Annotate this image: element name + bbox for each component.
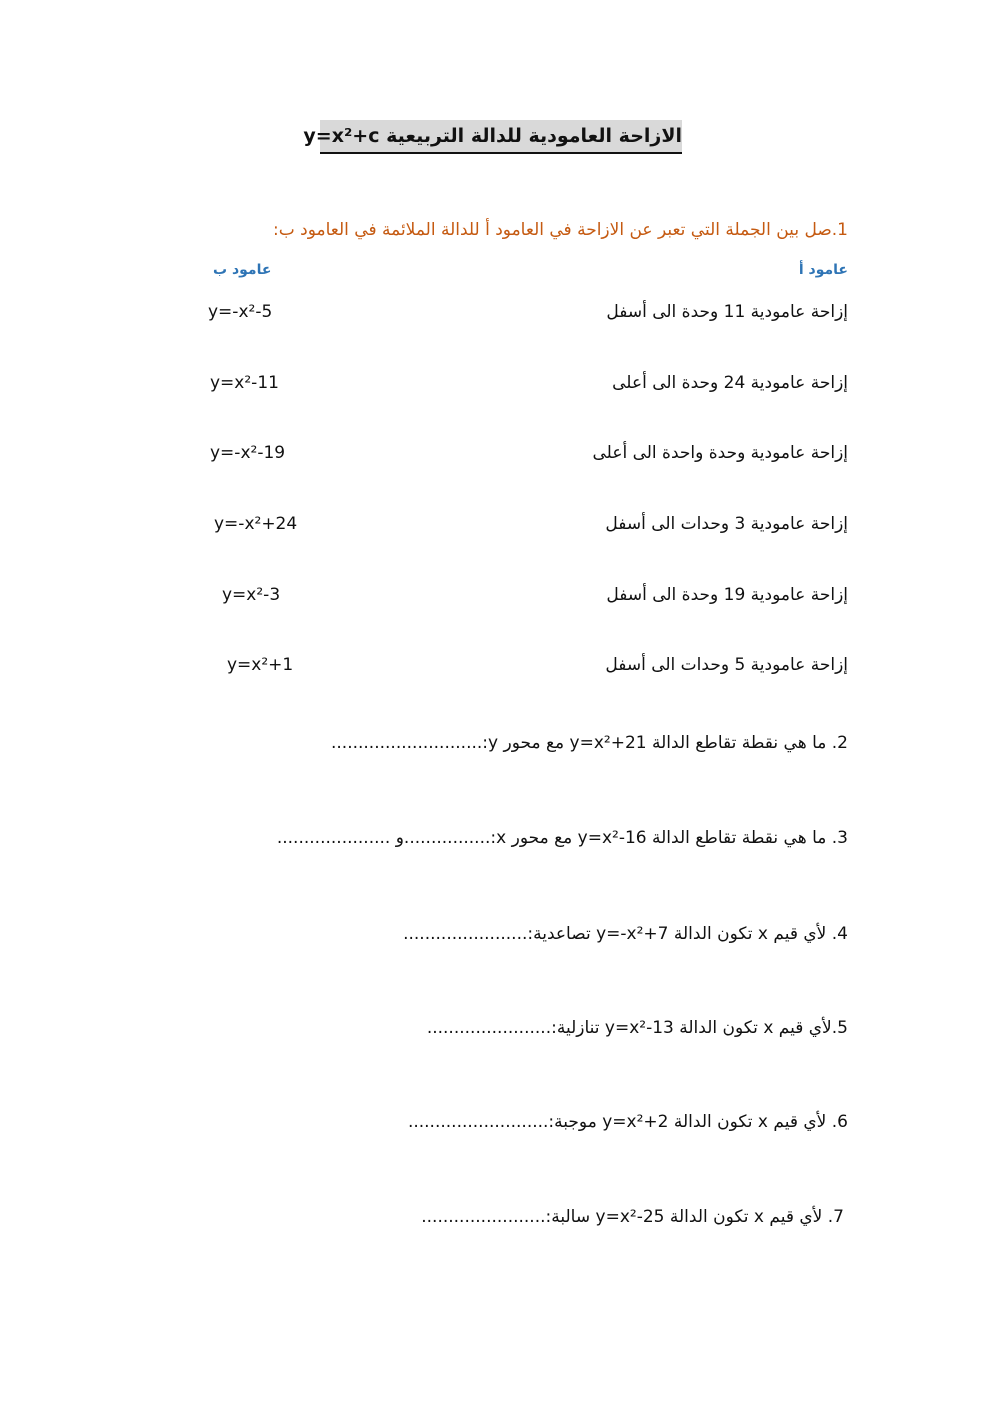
question-3: 3. ما هي نقطة تقاطع الدالة y=x²-16 مع محور x:................و .....................	[276, 828, 848, 848]
column-a-item: إزاحة عامودية وحدة واحدة الى أعلى	[592, 443, 848, 463]
page-title: الازاحة العامودية للدالة التربيعية y=x²+c	[320, 120, 682, 154]
column-b-item: y=-x²-19	[210, 443, 286, 463]
column-b-item: y=-x²+24	[214, 514, 298, 534]
column-b-item: y=-x²-5	[208, 302, 273, 322]
column-a-item: إزاحة عامودية 19 وحدة الى أسفل	[606, 585, 848, 605]
question-2: 2. ما هي نقطة تقاطع الدالة y=x²+21 مع محور y:............................	[330, 733, 848, 753]
column-b-header: عامود ب	[213, 262, 272, 278]
instruction: 1.صل بين الجملة التي تعبر عن الازاحة في العامود أ للدالة الملائمة في العامود ب:	[273, 220, 848, 240]
column-a-item: إزاحة عامودية 5 وحدات الى أسفل	[605, 655, 848, 675]
column-a-item: إزاحة عامودية 11 وحدة الى أسفل	[606, 302, 848, 322]
question-7: 7. لأي قيم x تكون الدالة y=x²-25 سالبة:.......................	[421, 1207, 844, 1227]
column-a-item: إزاحة عامودية 3 وحدات الى أسفل	[605, 514, 848, 534]
question-5: 5.لأي قيم x تكون الدالة y=x²-13 تنازلية:.......................	[426, 1018, 848, 1038]
column-b-item: y=x²-3	[222, 585, 281, 605]
column-b-item: y=x²-11	[210, 373, 279, 393]
question-6: 6. لأي قيم x تكون الدالة y=x²+2 موجبة:..........................	[407, 1112, 848, 1132]
question-4: 4. لأي قيم x تكون الدالة y=-x²+7 تصاعدية:.......................	[403, 924, 848, 944]
column-a-header: عامود أ	[798, 262, 848, 278]
column-a-item: إزاحة عامودية 24 وحدة الى أعلى	[612, 373, 848, 393]
column-b-item: y=x²+1	[227, 655, 294, 675]
